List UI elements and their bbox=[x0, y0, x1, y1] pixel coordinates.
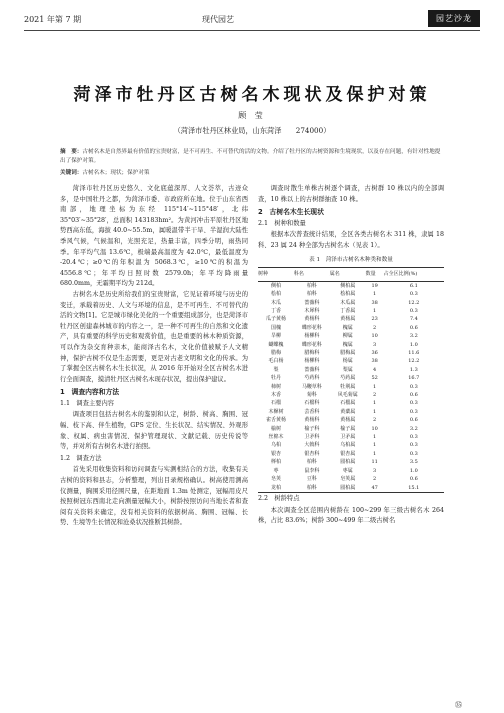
table-cell: 木香 bbox=[270, 392, 281, 399]
table-row bbox=[258, 357, 444, 365]
table-cell: 牡丹 bbox=[270, 375, 281, 382]
table-cell: 2 bbox=[373, 324, 377, 331]
table-cell: 38 bbox=[371, 299, 378, 306]
table-cell: 蔷薇科 bbox=[304, 366, 320, 373]
table-cell: 12.2 bbox=[408, 299, 420, 306]
table-row bbox=[258, 416, 444, 424]
table-cell: 丁香 bbox=[270, 307, 281, 314]
journal-name: 现代园艺 bbox=[202, 15, 234, 24]
table-cell: 3.2 bbox=[409, 333, 418, 340]
table-cell: 10 bbox=[371, 425, 378, 432]
table-row bbox=[258, 450, 444, 458]
section-heading: 1 调查内容和方法 bbox=[60, 388, 120, 397]
table-cell: 6.1 bbox=[409, 282, 418, 289]
table-cell: 0.3 bbox=[409, 400, 418, 407]
table-cell: 2 bbox=[373, 476, 377, 483]
table-cell: 丁香属 bbox=[340, 307, 356, 314]
table-cell: 0.3 bbox=[409, 450, 418, 457]
table-header-cell: 属名 bbox=[330, 268, 366, 282]
table-cell: 枣属 bbox=[342, 467, 353, 474]
table-cell: 木瓜 bbox=[270, 299, 281, 306]
table-row bbox=[258, 399, 444, 407]
table-cell: 19 bbox=[371, 282, 378, 289]
table-cell: 3 bbox=[373, 467, 377, 474]
table-cell: 圆柏属 bbox=[330, 484, 366, 493]
table-cell: 1 bbox=[373, 450, 377, 457]
table-cell: 乌桕 bbox=[270, 442, 281, 449]
table-cell: 枣 bbox=[273, 467, 279, 474]
table-cell: 桧柏 bbox=[270, 291, 281, 298]
table-cell: 芍药属 bbox=[340, 375, 356, 382]
table-cell: 1.0 bbox=[409, 341, 418, 348]
table-cell: 国槐 bbox=[270, 324, 281, 331]
table-cell: 木瓜属 bbox=[340, 299, 356, 306]
table-cell: 2 bbox=[373, 392, 377, 399]
table-row bbox=[258, 341, 444, 349]
table-cell: 10 bbox=[371, 333, 378, 340]
table-cell: 皂荚属 bbox=[340, 476, 356, 483]
table-cell: 银杏 bbox=[270, 450, 281, 457]
species-table bbox=[258, 267, 444, 493]
table-cell: 卫矛属 bbox=[340, 434, 356, 441]
table-cell: 卫矛科 bbox=[304, 434, 320, 441]
page-number: ㉟ bbox=[455, 701, 462, 709]
table-header-cell: 树种 bbox=[258, 268, 294, 282]
table-cell: 大戟科 bbox=[304, 442, 320, 449]
table-row bbox=[258, 391, 444, 399]
table-cell: 木犀科 bbox=[304, 307, 320, 314]
table-row bbox=[258, 383, 444, 391]
table-cell: 风毛菊属 bbox=[337, 392, 358, 399]
table-cell: 3 bbox=[373, 341, 377, 348]
left-column bbox=[60, 184, 248, 529]
table-cell: 52 bbox=[371, 375, 378, 382]
table-cell: 1 bbox=[373, 400, 377, 407]
table-row bbox=[258, 425, 444, 433]
paragraph: 首先采用收集资料和访问调查与实测相结合的方法，收集有关古树的资料和县志，分析整理，列出目录规格确认。树高使用测高仪测量，胸围采用径围尺量，在距地面 1.3m 处测定，冠幅用皮尺按照树冠东西南北走向测量冠幅大小，树龄按照访问当地长者和查阅有关资料来确定，没有相关资料的依据树高、胸围、冠幅、长势、生境等生长情况和沧桑状况推断其树龄。 bbox=[60, 466, 248, 527]
table-cell: 0.6 bbox=[409, 417, 418, 424]
table-cell: 榆子科 bbox=[304, 425, 320, 432]
table-cell: 皂荚 bbox=[270, 476, 281, 483]
abstract-text: 古树名木是自然界最有价值的宝贵财富，是不可再生、不可替代的活的文物。介绍了牡丹区的古树资源和生境现状，以及存在问题，有针对性地提出了保护对策。 bbox=[60, 149, 441, 164]
table-cell: 石榴属 bbox=[340, 400, 356, 407]
table-cell: 榆树 bbox=[270, 425, 281, 432]
table-cell: 0.3 bbox=[409, 434, 418, 441]
table-cell: 12.2 bbox=[408, 358, 420, 365]
table-cell: 黄杨属 bbox=[340, 417, 356, 424]
table-cell: 36 bbox=[371, 350, 378, 356]
table-cell: 石榴 bbox=[270, 400, 281, 407]
table-cell: 柏科 bbox=[306, 459, 317, 466]
table-cell: 梨属 bbox=[342, 366, 353, 373]
table-cell: 0.6 bbox=[409, 324, 418, 331]
table-cell: 1 bbox=[373, 434, 377, 441]
table-cell: 15.1 bbox=[384, 484, 444, 493]
table-cell: 38 bbox=[371, 358, 378, 365]
keywords-label: 关键词： bbox=[60, 170, 83, 176]
table-cell: 1 bbox=[373, 442, 377, 449]
table-row bbox=[258, 307, 444, 315]
column-badge: 园艺沙龙 bbox=[428, 10, 480, 27]
table-row bbox=[258, 408, 444, 416]
section-heading: 2 古树名木生长现状 bbox=[258, 208, 324, 217]
table-row bbox=[258, 374, 444, 382]
article-author: 顾 莹 bbox=[238, 111, 266, 120]
table-row bbox=[258, 290, 444, 298]
right-column bbox=[258, 184, 444, 527]
header-rule bbox=[24, 30, 480, 31]
table-row bbox=[258, 458, 444, 466]
table-cell: 槐属 bbox=[342, 324, 353, 331]
table-cell: 榉柏 bbox=[270, 459, 281, 466]
table-cell: 16.7 bbox=[408, 375, 420, 382]
keywords-text: 古树名木；现状；保护对策 bbox=[82, 170, 150, 176]
table-cell: 蝴蝶槐 bbox=[268, 341, 284, 348]
article-affiliation: （菏泽市牡丹区林业局，山东菏泽 274000） bbox=[173, 126, 331, 135]
table-cell: 1.0 bbox=[409, 467, 418, 474]
table-row bbox=[258, 441, 444, 449]
subsection-heading: 1.2 调查方法 bbox=[60, 454, 102, 462]
table-cell: 梨 bbox=[273, 366, 279, 373]
table-cell: 1 bbox=[373, 307, 377, 314]
table-cell: 杨柳科 bbox=[304, 333, 320, 340]
table-cell: 47 bbox=[366, 484, 384, 493]
table-cell: 腊梅属 bbox=[340, 350, 356, 356]
table-cell: 11.6 bbox=[408, 350, 420, 356]
table-cell: 1 bbox=[373, 408, 377, 415]
table-cell: 蝶形花科 bbox=[301, 341, 322, 348]
table-cell: 鼠李科 bbox=[304, 467, 320, 474]
table-cell: 桧柏属 bbox=[340, 291, 356, 298]
table-cell: 蔷薇科 bbox=[304, 299, 320, 306]
table-cell: 旱柳 bbox=[270, 333, 281, 340]
table-row bbox=[258, 467, 444, 475]
table-cell: 龙柏 bbox=[258, 484, 294, 493]
table-cell: 榆子属 bbox=[340, 425, 356, 432]
table-cell: 柏科 bbox=[306, 291, 317, 298]
table-cell: 雀舌黄杨 bbox=[265, 417, 286, 424]
table-cell: 丝棉木 bbox=[268, 434, 284, 441]
table-cell: 23 bbox=[371, 316, 378, 323]
table-row bbox=[258, 475, 444, 483]
table-cell: 3.5 bbox=[409, 459, 418, 466]
table-cell: 7.4 bbox=[409, 316, 418, 323]
paragraph: 菏泽市牡丹区历史悠久、文化底蕴深厚、人文荟萃，古迹众多，是中国牡丹之都，为菏泽市委、市政府所在地。位于山东省西南部，地理坐标为东经 115°14′~115°48′，北纬 35°03′~35°28′，总面积 143183hm²。为黄河冲击平原牡丹区地势西高东低，海拔 40.0~55.5m，属暖温带半干旱、半湿润大陆性季风气候，气候温和，光照充足，热量丰富，四季分明，雨热同季。年平均气温 13.6℃，极端最高温度为 42.0℃，最低温度为 -20.4℃；≥0℃的年积温为 5068.3℃，≥10℃的积温为 4556.8℃；年平均日照时数 2579.0h；年平均降雨量 680.0mm，无霜期平均为 212d。 bbox=[60, 185, 248, 288]
table-cell: 毛白杨 bbox=[268, 358, 284, 365]
table-row bbox=[258, 299, 444, 307]
table-cell: 0.3 bbox=[409, 383, 418, 390]
abstract-label: 摘 要： bbox=[60, 149, 83, 155]
table-cell: 0.3 bbox=[409, 442, 418, 449]
table-cell: 侧柏 bbox=[270, 282, 281, 289]
paragraph: 调查项目包括古树名木的鉴别和认定，树龄、树高、胸围、冠幅、枝下高、伴生植物，GPS 定位、生长状况、结实情况、外观形象、权属、病虫害情况、保护管理现状、文献记载、历史传说等等，并对所有古树名木进行拍照。 bbox=[60, 411, 248, 451]
table-row bbox=[258, 433, 444, 441]
paragraph: 本次调查全区范围内树龄在 100~299 年三级古树名木 264 株，占比 83.6%；树龄 300~499 年二级古树名 bbox=[258, 506, 444, 525]
table-cell: 黄蘗属 bbox=[340, 408, 356, 415]
table-row bbox=[258, 332, 444, 340]
issue-label: 2021 年第 7 期 bbox=[24, 15, 82, 24]
table-cell: 蝶形花科 bbox=[301, 324, 322, 331]
table-cell: 银杏属 bbox=[340, 450, 356, 457]
table-cell: 芍药科 bbox=[304, 375, 320, 382]
article-title: 菏泽市牡丹区古树名木现状及保护对策 bbox=[73, 85, 431, 105]
table-header-cell: 数量 bbox=[366, 268, 384, 282]
table-cell: 腊梅 bbox=[270, 350, 281, 356]
table-row bbox=[258, 366, 444, 374]
table-row bbox=[258, 349, 444, 357]
table-cell: 侧柏属 bbox=[340, 282, 356, 289]
table-cell: 柿树 bbox=[270, 383, 281, 390]
table-cell: 0.3 bbox=[409, 291, 418, 298]
table-cell: 4 bbox=[373, 366, 377, 373]
table-cell: 槐属 bbox=[342, 341, 353, 348]
table-cell: 牡荆属 bbox=[340, 383, 356, 390]
table-cell: 0.6 bbox=[409, 392, 418, 399]
table-cell: 柳属 bbox=[342, 333, 353, 340]
subsection-heading: 2.1 树种和数量 bbox=[258, 219, 306, 227]
paragraph: 调查时散生单株古树逐个调查，古树群 10 株以内的全部调查，10 株以上的古树群抽查 10 株。 bbox=[258, 185, 444, 203]
table-cell: 2 bbox=[373, 417, 377, 424]
table-cell: 0.3 bbox=[409, 307, 418, 314]
table-cell: 1.3 bbox=[409, 366, 418, 373]
table-cell: 杨柳科 bbox=[304, 358, 320, 365]
running-header bbox=[24, 10, 480, 26]
keywords bbox=[60, 168, 444, 176]
table-cell: 豆科 bbox=[306, 476, 317, 483]
paragraph: 古树名木是历史所给我们的宝贵财富，它见证着环境与历史的变迁，承载着历史、人文与环境的信息，是不可再生、不可替代的活的文物[1]。它是城市绿化美化的一个重要组成部分，也是菏泽市牡丹区创建森林城市的内容之一，是一种不可再生的自然和文化遗产，具有重要的科学历史和观赏价值，也是重要的林木种质资源，可以作为杂交育种亲本，能商泽古名木，文化价值被赋予人文精神，保护古树不仅是生态需要，更是对古老文明和文化的传承。为了掌握全区古树名木生长状况，从 2016 年开始对全区古树名木进行全面调查，摸清牡丹区古树名木现存状况，提出保护建议。 bbox=[60, 290, 248, 383]
table-cell: 圆柏属 bbox=[340, 459, 356, 466]
table-cell: 乌桕属 bbox=[340, 442, 356, 449]
table-cell: 1 bbox=[373, 291, 377, 298]
table-cell: 瓜子黄杨 bbox=[265, 316, 286, 323]
table-cell: 0.3 bbox=[409, 408, 418, 415]
table-header-cell: 科名 bbox=[294, 268, 330, 282]
table-cell: 腊梅科 bbox=[304, 350, 320, 356]
table-cell: 柏科 bbox=[306, 282, 317, 289]
paragraph: 根据本次普查统计结果，全区各类古树名木 311 株，隶属 18 科、23 属 24 种全部为古树名木（见表 1）。 bbox=[258, 231, 444, 249]
table-cell: 3.2 bbox=[409, 425, 418, 432]
table-cell: 柏科 bbox=[294, 484, 330, 493]
table-cell: 芸香科 bbox=[304, 408, 320, 415]
table-caption: 表 1 菏泽市古树名木种类和数量 bbox=[309, 256, 393, 263]
table-row bbox=[258, 281, 444, 290]
table-cell: 石榴科 bbox=[304, 400, 320, 407]
table-cell: 11 bbox=[371, 459, 378, 466]
table-cell: 黄杨科 bbox=[304, 316, 320, 323]
table-cell: 木樨树 bbox=[268, 408, 284, 415]
subsection-heading: 1.1 调查主要内容 bbox=[60, 399, 115, 407]
table-cell: 银杏科 bbox=[304, 450, 320, 457]
table-cell: 黄杨科 bbox=[304, 417, 320, 424]
table-cell: 黄杨属 bbox=[340, 316, 356, 323]
abstract bbox=[60, 148, 444, 166]
table-header-row bbox=[258, 268, 444, 282]
table-header-cell: 占全区比例(%) bbox=[384, 268, 444, 282]
table-cell: 杨属 bbox=[342, 358, 353, 365]
table-row bbox=[258, 324, 444, 332]
table-cell: 菊科 bbox=[306, 392, 317, 399]
table-cell: 马鞭草科 bbox=[301, 383, 322, 390]
table-cell: 1 bbox=[373, 383, 377, 390]
table-cell: 0.6 bbox=[409, 476, 418, 483]
table-row bbox=[258, 484, 444, 493]
table-row bbox=[258, 315, 444, 323]
subsection-heading: 2.2 树龄特点 bbox=[258, 494, 300, 502]
